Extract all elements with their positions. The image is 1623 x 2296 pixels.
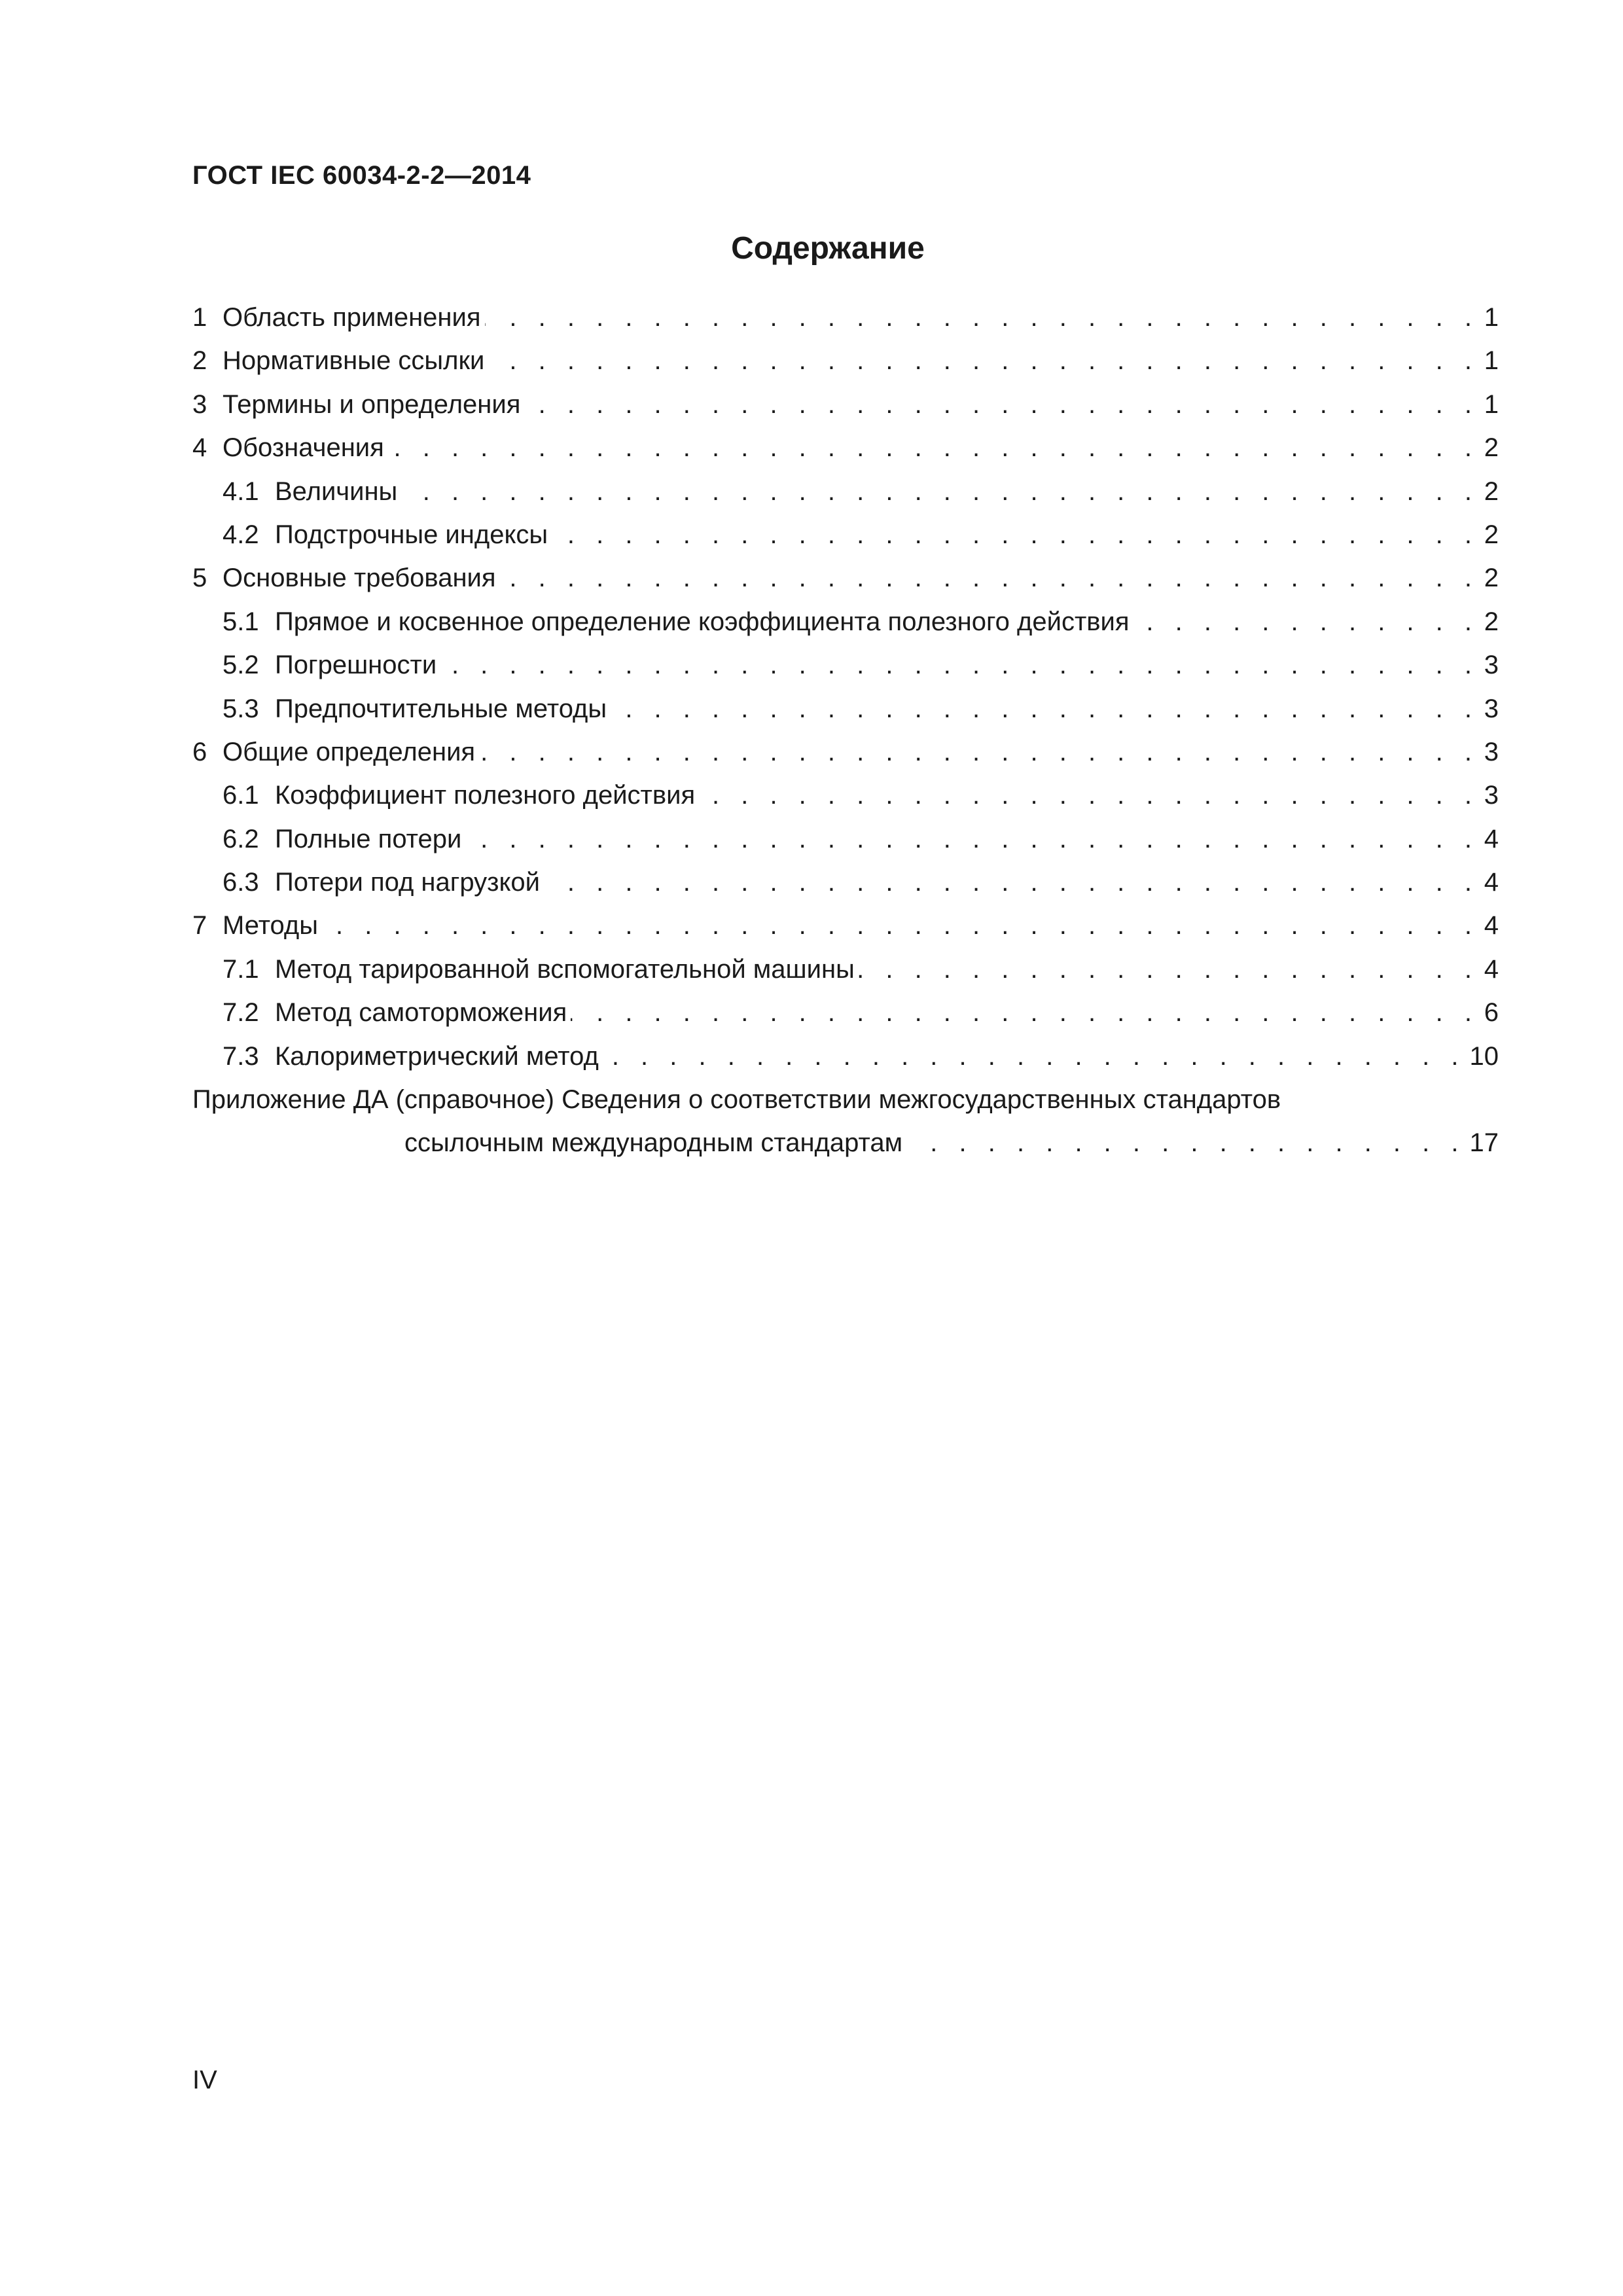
toc-entry-label: Основные требования [223, 564, 496, 593]
toc-entry-number: 5 [192, 564, 207, 593]
dot-leader [552, 513, 1479, 556]
toc-entry-5[interactable] [192, 556, 1499, 600]
toc-entry-label: Метод самоторможения [275, 998, 567, 1028]
dot-leader [388, 426, 1479, 469]
toc-entry-number: 5.2 [223, 651, 259, 680]
toc-entry-page: 1 [1484, 389, 1499, 419]
toc-entry-4-2[interactable] [192, 513, 1499, 556]
toc-entry-page: 17 [1469, 1128, 1499, 1158]
appendix-title-line1: Приложение ДА (справочное) Сведения о соответствии межгосударственных стандартов [192, 1085, 1281, 1115]
dot-leader [859, 948, 1479, 991]
toc-entry-5-2[interactable] [192, 643, 1499, 687]
toc-entry-label: Величины [275, 476, 398, 506]
toc-entry-1[interactable] [192, 296, 1499, 339]
toc-entry-number: 4.2 [223, 520, 259, 549]
dot-leader [465, 817, 1479, 861]
dot-leader [500, 556, 1479, 600]
appendix-title-line2: ссылочным международным стандартам [404, 1128, 903, 1158]
toc-entry-7-1[interactable] [192, 948, 1499, 991]
dot-leader [1133, 600, 1479, 643]
toc-entry-5-1[interactable] [192, 600, 1499, 643]
toc-entry-label: Погрешности [275, 651, 437, 680]
toc-entry-number: 4.1 [223, 476, 259, 506]
dot-leader [485, 296, 1479, 339]
toc-entry-label: Термины и определения [223, 389, 521, 419]
dot-leader [401, 470, 1479, 513]
toc-entry-number: 6.3 [223, 868, 259, 897]
page-number: IV [192, 2066, 217, 2094]
toc-title: Содержание [731, 231, 925, 266]
toc-entry-page: 4 [1484, 911, 1499, 941]
toc-entry-number: 7.3 [223, 1041, 259, 1071]
toc-entry-7[interactable] [192, 904, 1499, 947]
toc-entry-label: Предпочтительные методы [275, 694, 607, 723]
toc-entry-6[interactable] [192, 730, 1499, 774]
toc-entry-4[interactable] [192, 426, 1499, 469]
dot-leader [479, 730, 1479, 774]
toc-entry-page: 1 [1484, 346, 1499, 376]
toc-entry-6-1[interactable] [192, 774, 1499, 817]
toc-entry-page: 2 [1484, 520, 1499, 549]
toc-entry-page: 10 [1469, 1041, 1499, 1071]
dot-leader [906, 1121, 1465, 1164]
toc-entry-page: 3 [1484, 651, 1499, 680]
toc-entry-label: Методы [223, 911, 319, 941]
toc-entry-label: Область применения [223, 303, 481, 332]
toc-entry-page: 3 [1484, 694, 1499, 723]
toc-entry-page: 2 [1484, 607, 1499, 636]
dot-leader [440, 643, 1479, 687]
toc-entry-page: 2 [1484, 433, 1499, 463]
toc-entry-page: 4 [1484, 868, 1499, 897]
dot-leader [611, 687, 1479, 730]
toc-entry-label: Полные потери [275, 824, 462, 853]
toc-entry-3[interactable] [192, 383, 1499, 426]
table-of-contents [192, 296, 1499, 1165]
toc-entry-label: Потери под нагрузкой [275, 868, 541, 897]
toc-entry-number: 7.1 [223, 954, 259, 984]
document-standard-code: ГОСТ IEC 60034-2-2—2014 [192, 161, 531, 190]
toc-entry-label: Обозначения [223, 433, 384, 463]
dot-leader [603, 1035, 1466, 1078]
toc-entry-5-3[interactable] [192, 687, 1499, 730]
toc-entry-page: 2 [1484, 564, 1499, 593]
toc-entry-number: 3 [192, 389, 207, 419]
dot-leader [488, 339, 1479, 382]
dot-leader [571, 991, 1479, 1034]
toc-entry-label: Общие определения [223, 737, 476, 766]
toc-entry-number: 7 [192, 911, 207, 941]
toc-entry-6-3[interactable] [192, 861, 1499, 904]
toc-entry-number: 5.1 [223, 607, 259, 636]
dot-leader [322, 904, 1479, 947]
toc-entry-number: 6.1 [223, 781, 259, 810]
toc-entry-label: Калориметрический метод [275, 1041, 599, 1071]
toc-entry-label: Коэффициент полезного действия [275, 781, 696, 810]
toc-entry-number: 1 [192, 303, 207, 332]
toc-entry-appendix[interactable] [192, 1078, 1499, 1165]
toc-entry-4-1[interactable] [192, 470, 1499, 513]
toc-entry-page: 6 [1484, 998, 1499, 1028]
toc-entry-7-2[interactable] [192, 991, 1499, 1034]
toc-entry-page: 4 [1484, 954, 1499, 984]
dot-leader [524, 383, 1479, 426]
toc-entry-number: 2 [192, 346, 207, 376]
toc-entry-number: 5.3 [223, 694, 259, 723]
toc-entry-number: 7.2 [223, 998, 259, 1028]
toc-entry-label: Прямое и косвенное определение коэффициента полезного действия [275, 607, 1130, 636]
dot-leader [699, 774, 1479, 817]
toc-entry-page: 4 [1484, 824, 1499, 853]
toc-entry-number: 6 [192, 737, 207, 766]
toc-entry-2[interactable] [192, 339, 1499, 382]
dot-leader [544, 861, 1479, 904]
toc-entry-page: 1 [1484, 303, 1499, 332]
toc-entry-number: 6.2 [223, 824, 259, 853]
toc-entry-label: Нормативные ссылки [223, 346, 485, 376]
toc-entry-page: 3 [1484, 781, 1499, 810]
toc-entry-label: Метод тарированной вспомогательной машины [275, 954, 855, 984]
toc-entry-6-2[interactable] [192, 817, 1499, 861]
toc-entry-page: 3 [1484, 737, 1499, 766]
toc-entry-number: 4 [192, 433, 207, 463]
toc-entry-page: 2 [1484, 476, 1499, 506]
toc-entry-7-3[interactable] [192, 1035, 1499, 1078]
appendix-title-line2-row [192, 1121, 1499, 1164]
toc-entry-label: Подстрочные индексы [275, 520, 548, 549]
